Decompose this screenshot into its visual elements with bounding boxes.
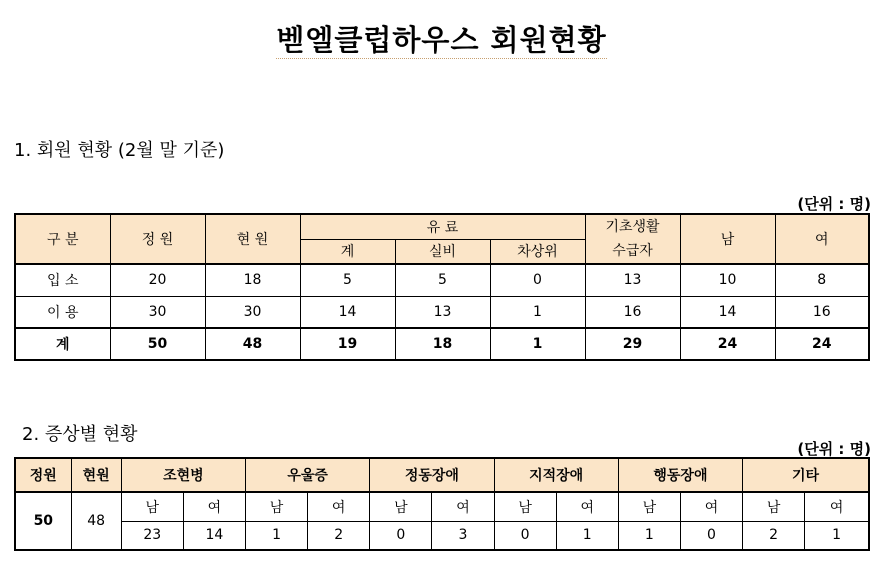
header-basic-line2: 수급자	[612, 243, 653, 259]
cell-current: 48	[205, 328, 300, 360]
sub-male: 남	[618, 492, 680, 521]
header-current: 현 원	[205, 214, 300, 264]
cell-basic: 29	[585, 328, 680, 360]
header-female: 여	[775, 214, 869, 264]
cell-capacity: 20	[110, 264, 205, 296]
row-label: 이 용	[15, 296, 110, 328]
sub-female: 여	[432, 492, 494, 521]
cell-paid-total: 19	[300, 328, 395, 360]
sub-male: 남	[370, 492, 432, 521]
cell-paid-diff: 1	[490, 328, 585, 360]
table-row	[15, 521, 869, 550]
cell-male: 10	[680, 264, 775, 296]
cell-female: 14	[183, 521, 245, 550]
sub-male: 남	[246, 492, 308, 521]
section2-heading: 2. 증상별 현황	[22, 424, 138, 445]
row-label: 입 소	[15, 264, 110, 296]
header-basic	[585, 214, 680, 264]
cell-male: 2	[743, 521, 805, 550]
cell-capacity: 50	[110, 328, 205, 360]
header-capacity: 정 원	[110, 214, 205, 264]
cell-paid-diff: 0	[490, 264, 585, 296]
header-behavior-disorder: 행동장애	[618, 458, 742, 492]
cell-current: 48	[71, 492, 121, 550]
header-paid-actual: 실비	[395, 239, 490, 264]
cell-basic: 13	[585, 264, 680, 296]
cell-male: 23	[121, 521, 183, 550]
page-title-text: 벧엘클럽하우스 회원현황	[276, 23, 607, 57]
cell-current: 18	[205, 264, 300, 296]
membership-table	[14, 213, 870, 361]
cell-capacity: 30	[110, 296, 205, 328]
cell-paid-diff: 1	[490, 296, 585, 328]
cell-female: 0	[680, 521, 742, 550]
header-category: 구 분	[15, 214, 110, 264]
cell-male: 0	[494, 521, 556, 550]
cell-paid-total: 14	[300, 296, 395, 328]
header-other: 기타	[743, 458, 869, 492]
cell-female: 1	[805, 521, 869, 550]
sub-female: 여	[183, 492, 245, 521]
header-intellectual-disability: 지적장애	[494, 458, 618, 492]
cell-female: 24	[775, 328, 869, 360]
cell-basic: 16	[585, 296, 680, 328]
header-depression: 우울증	[246, 458, 370, 492]
symptom-table	[14, 457, 870, 551]
cell-paid-actual: 18	[395, 328, 490, 360]
cell-male: 24	[680, 328, 775, 360]
table-row-total	[15, 328, 869, 360]
section1-heading: 1. 회원 현황 (2월 말 기준)	[14, 140, 225, 161]
cell-female: 16	[775, 296, 869, 328]
sub-female: 여	[680, 492, 742, 521]
page-title	[0, 18, 883, 59]
header-schizophrenia: 조현병	[121, 458, 245, 492]
cell-paid-total: 5	[300, 264, 395, 296]
header-capacity: 정원	[15, 458, 71, 492]
cell-male: 0	[370, 521, 432, 550]
cell-male: 1	[618, 521, 680, 550]
table-row	[15, 296, 869, 328]
cell-female: 1	[556, 521, 618, 550]
sub-female: 여	[308, 492, 370, 521]
cell-female: 8	[775, 264, 869, 296]
header-male: 남	[680, 214, 775, 264]
cell-female: 2	[308, 521, 370, 550]
cell-male: 1	[246, 521, 308, 550]
cell-paid-actual: 5	[395, 264, 490, 296]
row-label: 계	[15, 328, 110, 360]
table-row	[15, 264, 869, 296]
cell-paid-actual: 13	[395, 296, 490, 328]
cell-female: 3	[432, 521, 494, 550]
sub-female: 여	[556, 492, 618, 521]
sub-male: 남	[494, 492, 556, 521]
header-paid: 유 료	[300, 214, 585, 239]
sub-male: 남	[743, 492, 805, 521]
cell-male: 14	[680, 296, 775, 328]
sub-male: 남	[121, 492, 183, 521]
cell-current: 30	[205, 296, 300, 328]
sub-female: 여	[805, 492, 869, 521]
header-basic-line1: 기초생활	[605, 219, 660, 235]
section2-unit: (단위 : 명)	[797, 440, 871, 458]
header-paid-diff: 차상위	[490, 239, 585, 264]
section1-unit: (단위 : 명)	[797, 195, 871, 213]
header-mood-disorder: 정동장애	[370, 458, 494, 492]
header-paid-total: 계	[300, 239, 395, 264]
header-current: 현원	[71, 458, 121, 492]
cell-capacity: 50	[15, 492, 71, 550]
